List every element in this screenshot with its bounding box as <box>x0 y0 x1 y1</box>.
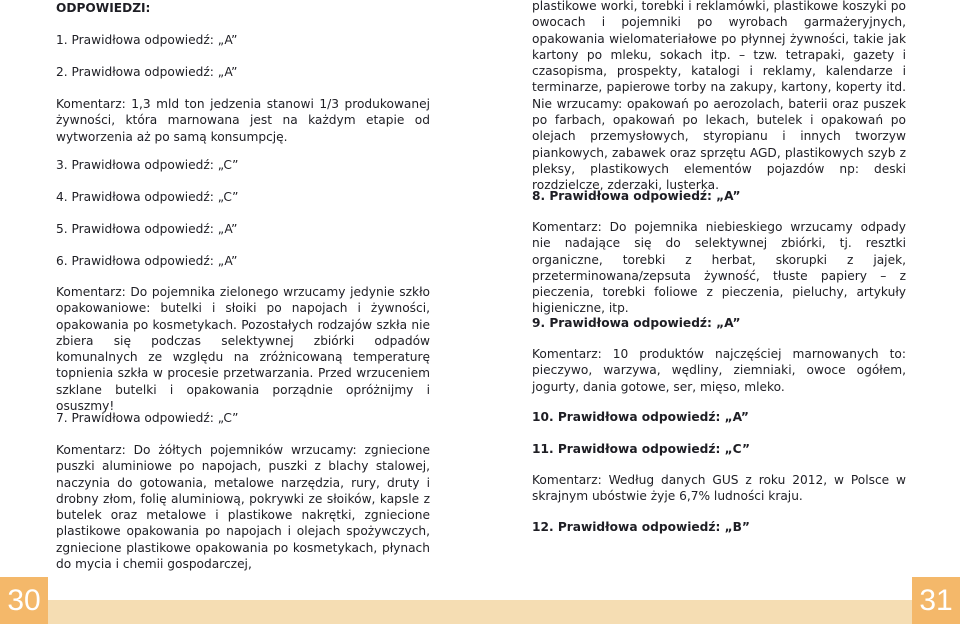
answer-10: 10. Prawidłowa odpowiedź: „A” <box>532 410 749 424</box>
answer-8: 8. Prawidłowa odpowiedź: „A” <box>532 189 741 203</box>
comment-9: Komentarz: 10 produktów najczęściej marnowanych to: pieczywo, warzywa, wędliny, ziemniaki, owoce ogółem, jogurty, dania gotowe, ser, mięso, mleko. <box>532 347 906 394</box>
answers-heading: ODPOWIEDZI: <box>56 1 151 15</box>
answer-5: 5. Prawidłowa odpowiedź: „A” <box>56 222 238 236</box>
page-number-left: 30 <box>0 577 48 624</box>
answer-11: 11. Prawidłowa odpowiedź: „C” <box>532 442 751 456</box>
comment-7-continued: plastikowe worki, torebki i reklamówki, plastikowe koszyki po owocach i pojemniki po wyrobach garmażeryjnych, opakowania wielomateriałowe po płynnej żywności, takie jak kartony po mleku, sokach itp. – tzw. tetrapaki, gazety i czasopisma, prospekty, katalogi i reklamy, kalendarze i terminarze, papierowe torby na zakupy, kartony, koperty itd. Nie wrzucamy: opakowań po aerozolach, baterii oraz puszek po farbach, opakowań po lekach, butelek i opakowań po olejach przemysłowych, styropianu i innych tworzyw piankowych, zabawek oraz sprzętu AGD, plastikowych szyb z pleksy, plastikowych elementów pojazdów np: deski rozdzielcze, zderzaki, lusterka. <box>532 0 906 193</box>
answer-12: 12. Prawidłowa odpowiedź: „B” <box>532 520 750 534</box>
footer-bar <box>0 600 960 624</box>
comment-11: Komentarz: Według danych GUS z roku 2012, w Polsce w skrajnym ubóstwie żyje 6,7% ludności kraju. <box>532 473 906 504</box>
answer-4: 4. Prawidłowa odpowiedź: „C” <box>56 190 239 204</box>
comment-7: Komentarz: Do żółtych pojemników wrzucamy: zgniecione puszki aluminiowe po napojach, puszki z blachy stalowej, naczynia do gotowania, metalowe narzędzia, rury, druty i drobny złom, folię aluminiową, pokrywki ze słoików, kapsle z butelek oraz metalowe i plastikowe nakrętki, zgniecione plastikowe opakowania po napojach i olejach spożywczych, zgniecione plastikowe opakowania po kosmetykach, płynach do mycia i chemii gospodarczej, <box>56 443 430 572</box>
answer-7: 7. Prawidłowa odpowiedź: „C” <box>56 411 239 425</box>
comment-6: Komentarz: Do pojemnika zielonego wrzucamy jedynie szkło opakowaniowe: butelki i słoiki po napojach i żywności, opakowania po kosmetykach. Pozostałych rodzajów szkła nie zbiera się podczas selektywnej zbiórki odpadów komunalnych ze względu na zróżnicowaną temperaturę topnienia szkła w procesie przetwarzania. Przed wrzuceniem szklane butelki i opakowania porządnie opróżnijmy i osuszmy! <box>56 285 430 414</box>
answer-1: 1. Prawidłowa odpowiedź: „A” <box>56 33 238 47</box>
page-number-right: 31 <box>912 577 960 624</box>
answer-2: 2. Prawidłowa odpowiedź: „A” <box>56 65 238 79</box>
answer-3: 3. Prawidłowa odpowiedź: „C” <box>56 158 239 172</box>
comment-2: Komentarz: 1,3 mld ton jedzenia stanowi 1/3 produkowanej żywności, która marnowana jest na każdym etapie od wytworzenia aż po samą konsumpcję. <box>56 97 430 144</box>
answer-6: 6. Prawidłowa odpowiedź: „A” <box>56 254 238 268</box>
answer-9: 9. Prawidłowa odpowiedź: „A” <box>532 316 741 330</box>
comment-8: Komentarz: Do pojemnika niebieskiego wrzucamy odpady nie nadające się do selektywnej zbiórki, tj. resztki organiczne, torebki z herbat, skorupki z jajek, przeterminowana/zepsuta żywność, tłuste papiery – z pieczenia, torebki foliowe z pieczenia, pieluchy, artykuły higieniczne, itp. <box>532 220 906 316</box>
